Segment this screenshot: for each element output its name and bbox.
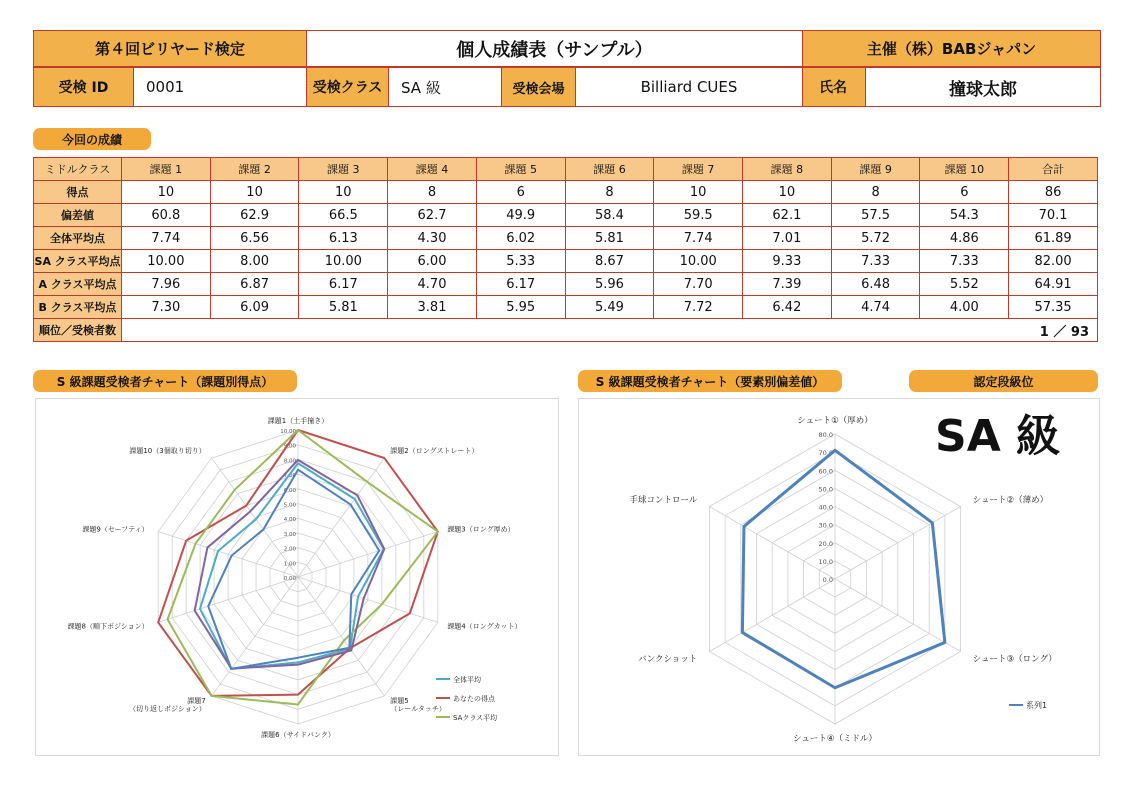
table-cell: 62.9 (210, 204, 299, 227)
tick-label: 40.0 (818, 503, 833, 512)
exam-id-label: 受検 ID (33, 67, 134, 107)
table-cell: 7.96 (122, 273, 211, 296)
table-cell: 5.52 (920, 273, 1009, 296)
table-cell: 54.3 (920, 204, 1009, 227)
corner-label: ミドルクラス (34, 158, 122, 181)
table-cell: 59.5 (654, 204, 743, 227)
row-label: 偏差値 (34, 204, 122, 227)
tick-label: 30.0 (818, 521, 833, 530)
category-label: 課題7 (187, 697, 206, 706)
table-cell: 57.5 (831, 204, 920, 227)
table-cell: 7.33 (920, 250, 1009, 273)
col-header: 課題 3 (299, 158, 388, 181)
table-cell: 6.48 (831, 273, 920, 296)
table-cell: 5.72 (831, 227, 920, 250)
table-cell: 6.87 (210, 273, 299, 296)
tick-label: 0.00 (283, 576, 296, 582)
table-cell: 6.13 (299, 227, 388, 250)
col-header: 課題 2 (210, 158, 299, 181)
table-cell: 7.39 (743, 273, 832, 296)
table-cell: 10 (743, 181, 832, 204)
table-cell: 4.30 (388, 227, 477, 250)
table-cell: 3.81 (388, 296, 477, 319)
category-label: （切り返しポジション） (129, 704, 206, 713)
results-row (34, 296, 1098, 319)
class-value: SA 級 (388, 67, 502, 107)
category-label: 課題9（セーフティ） (82, 525, 149, 534)
table-cell: 6.56 (210, 227, 299, 250)
table-cell: 6 (476, 181, 565, 204)
table-cell: 6.02 (476, 227, 565, 250)
rank-value: 1 ／ 93 (122, 319, 1098, 342)
table-cell: 64.91 (1009, 273, 1098, 296)
table-cell: 4.00 (920, 296, 1009, 319)
category-label: バンクショット (638, 654, 698, 665)
grid-spoke (212, 577, 298, 696)
tick-label: 80.0 (818, 431, 833, 439)
results-row (34, 181, 1098, 204)
name-label: 氏名 (802, 67, 866, 107)
row-label: 全体平均点 (34, 227, 122, 250)
table-cell: 6.17 (476, 273, 565, 296)
category-label: シュート②（薄め） (972, 495, 1049, 506)
category-label: 課題3（ロング厚め） (447, 525, 515, 534)
table-cell: 9.33 (743, 250, 832, 273)
legend-label: あなたの得点 (453, 695, 495, 703)
category-label: 課題2（ロングストレート） (390, 446, 479, 455)
table-cell: 8 (388, 181, 477, 204)
col-header: 課題 6 (565, 158, 654, 181)
table-cell: 6.42 (743, 296, 832, 319)
chart1-box (35, 398, 559, 756)
tick-label: 3.00 (283, 531, 296, 538)
exam-title: 第４回ビリヤード検定 (33, 30, 307, 67)
table-cell: 6.17 (299, 273, 388, 296)
tick-label: 8.00 (283, 458, 296, 465)
col-header: 課題 1 (122, 158, 211, 181)
results-row (34, 250, 1098, 273)
table-cell: 49.9 (476, 204, 565, 227)
tick-label: 70.0 (818, 449, 833, 458)
results-row (34, 273, 1098, 296)
category-label: シュート③（ロング） (972, 654, 1057, 665)
results-header-row (34, 158, 1098, 181)
category-label: 課題6（サイドバンク） (261, 731, 335, 739)
table-cell: 5.81 (565, 227, 654, 250)
row-label: A クラス平均点 (34, 273, 122, 296)
tick-label: 7.00 (283, 473, 296, 480)
table-cell: 60.8 (122, 204, 211, 227)
results-row (34, 204, 1098, 227)
series-line (742, 450, 944, 687)
table-cell: 5.49 (565, 296, 654, 319)
table-cell: 10.00 (299, 250, 388, 273)
category-label: 課題8（順下ポジション） (67, 622, 149, 631)
chart2-label: S 級課題受検者チャート（要素別偏差値） (578, 370, 842, 392)
class-label: 受検クラス (306, 67, 389, 107)
table-cell: 61.89 (1009, 227, 1098, 250)
table-cell: 10.00 (122, 250, 211, 273)
table-cell: 5.81 (299, 296, 388, 319)
table-cell: 7.01 (743, 227, 832, 250)
tick-label: 9.00 (283, 443, 296, 450)
organizer: 主催（株）BABジャパン (802, 30, 1101, 67)
category-label: シュート①（厚め） (797, 416, 873, 426)
table-cell: 62.7 (388, 204, 477, 227)
rank-row (34, 319, 1098, 342)
tick-label: 50.0 (818, 485, 833, 494)
tick-label: 0.0 (822, 576, 833, 584)
table-cell: 4.70 (388, 273, 477, 296)
legend-label: SAクラス平均 (453, 714, 498, 722)
category-label: 課題10（3個取り切り） (129, 446, 206, 455)
col-header: 合計 (1009, 158, 1098, 181)
col-header: 課題 8 (743, 158, 832, 181)
table-cell: 4.74 (831, 296, 920, 319)
table-cell: 7.74 (122, 227, 211, 250)
category-label: 手球コントロール (629, 495, 698, 506)
table-cell: 7.72 (654, 296, 743, 319)
table-cell: 86 (1009, 181, 1098, 204)
tick-label: 60.0 (818, 467, 833, 476)
table-cell: 10 (210, 181, 299, 204)
grid-spoke (298, 458, 384, 577)
rank-label: 順位／受検者数 (34, 319, 122, 342)
table-cell: 10 (654, 181, 743, 204)
table-cell: 7.30 (122, 296, 211, 319)
category-label: シュート④（ミドル） (793, 734, 877, 744)
exam-id-value: 0001 (133, 67, 307, 107)
chart1-label: S 級課題受検者チャート（課題別得点） (33, 370, 297, 392)
doc-title: 個人成績表（サンプル） (306, 30, 803, 67)
table-cell: 8 (565, 181, 654, 204)
table-cell: 7.33 (831, 250, 920, 273)
col-header: 課題 5 (476, 158, 565, 181)
table-cell: 6.00 (388, 250, 477, 273)
name-value: 撞球太郎 (865, 67, 1101, 107)
table-cell: 82.00 (1009, 250, 1098, 273)
row-label: SA クラス平均点 (34, 250, 122, 273)
category-label: 課題4（ロングカット） (447, 622, 522, 631)
table-cell: 7.70 (654, 273, 743, 296)
table-cell: 10 (122, 181, 211, 204)
table-cell: 7.74 (654, 227, 743, 250)
legend-label: 系列1 (1026, 701, 1048, 710)
table-cell: 5.96 (565, 273, 654, 296)
table-cell: 5.95 (476, 296, 565, 319)
chart1-radar (36, 399, 558, 755)
tick-label: 6.00 (283, 487, 296, 494)
col-header: 課題 9 (831, 158, 920, 181)
table-cell: 5.33 (476, 250, 565, 273)
legend-label: 全体平均 (453, 676, 481, 684)
table-cell: 6 (920, 181, 1009, 204)
category-label: 課題5 (390, 697, 409, 706)
results-row (34, 227, 1098, 250)
table-cell: 8 (831, 181, 920, 204)
col-header: 課題 7 (654, 158, 743, 181)
tick-label: 4.00 (283, 517, 296, 524)
tick-label: 20.0 (818, 539, 833, 548)
venue-value: Billiard CUES (575, 67, 803, 107)
table-cell: 10.00 (654, 250, 743, 273)
grade-value: SA 級 (935, 411, 1061, 462)
tick-label: 1.00 (283, 561, 296, 568)
category-label: 課題1（土手撞き） (267, 417, 329, 425)
tick-label: 10.0 (818, 557, 833, 566)
table-cell: 58.4 (565, 204, 654, 227)
table-cell: 62.1 (743, 204, 832, 227)
table-cell: 66.5 (299, 204, 388, 227)
tick-label: 5.00 (283, 502, 296, 509)
table-cell: 10 (299, 181, 388, 204)
tick-label: 10.00 (280, 429, 296, 435)
col-header: 課題 4 (388, 158, 477, 181)
table-cell: 6.09 (210, 296, 299, 319)
row-label: 得点 (34, 181, 122, 204)
category-label: （レールタッチ） (390, 704, 446, 713)
results-section-label: 今回の成績 (33, 128, 151, 150)
table-cell: 70.1 (1009, 204, 1098, 227)
venue-label: 受検会場 (501, 67, 576, 107)
col-header: 課題 10 (920, 158, 1009, 181)
row-label: B クラス平均点 (34, 296, 122, 319)
table-cell: 4.86 (920, 227, 1009, 250)
results-table (33, 157, 1098, 342)
table-cell: 57.35 (1009, 296, 1098, 319)
table-cell: 8.67 (565, 250, 654, 273)
tick-label: 2.00 (283, 546, 296, 553)
table-cell: 8.00 (210, 250, 299, 273)
grade-label: 認定段級位 (909, 370, 1098, 392)
